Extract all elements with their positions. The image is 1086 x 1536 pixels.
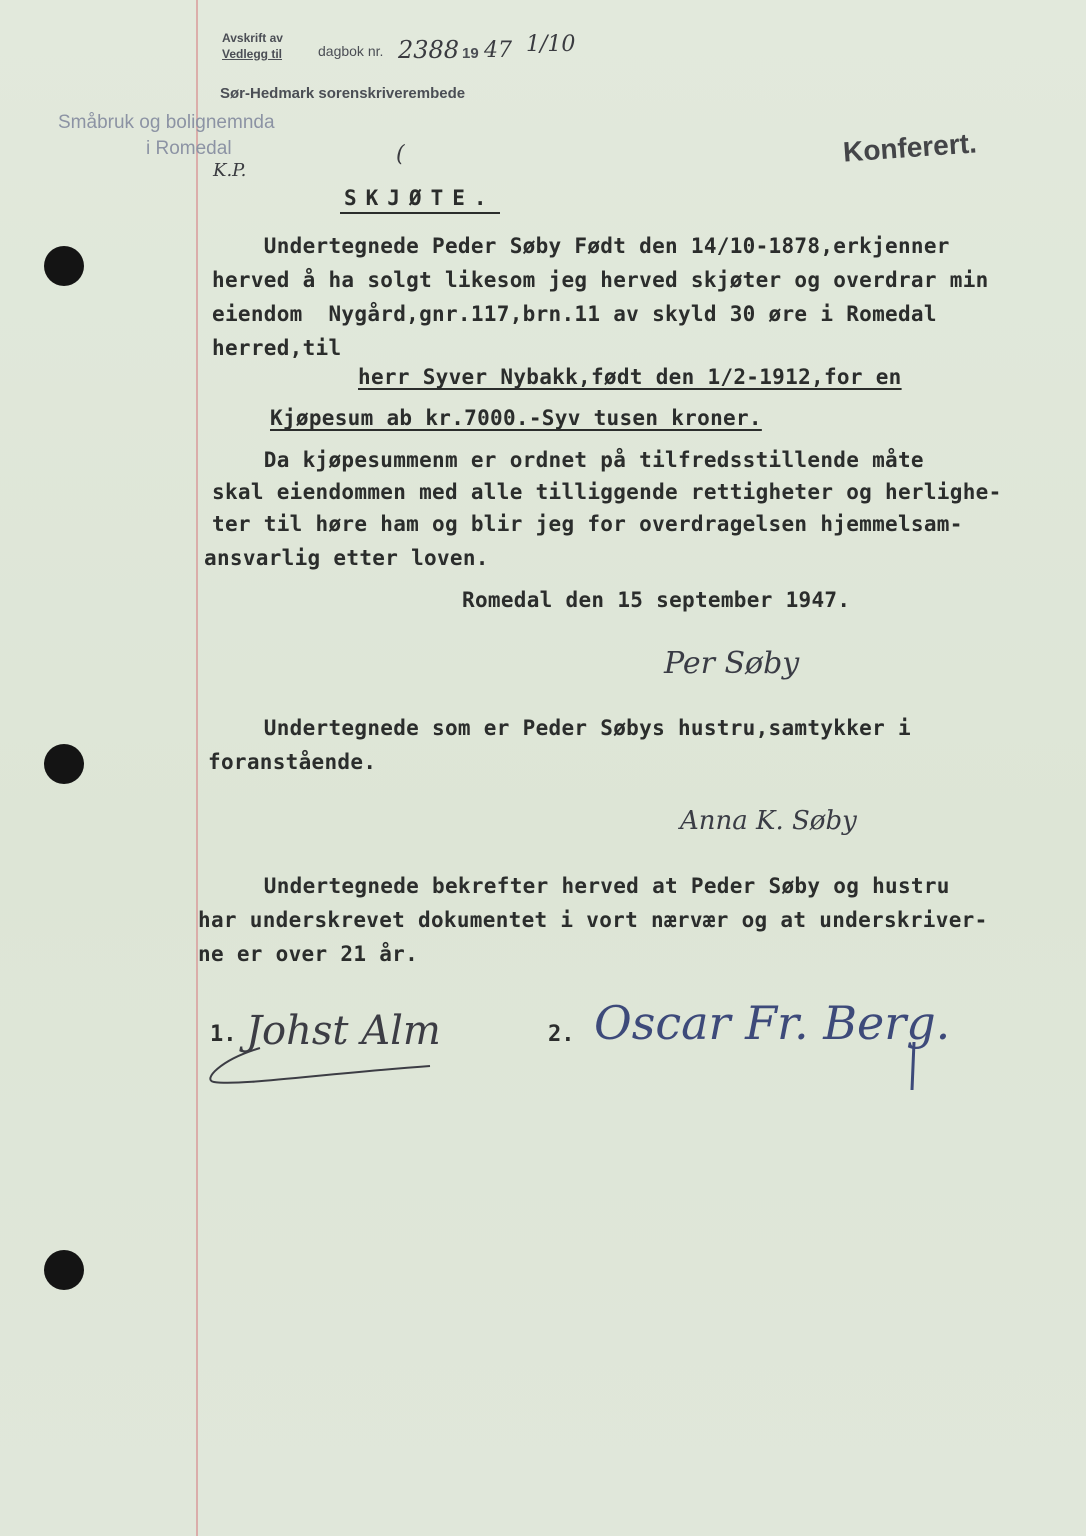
p1-line-2: herved å ha solgt likesom jeg herved skjøter og overdrar min: [212, 268, 989, 292]
witness-1-number: 1.: [210, 1022, 237, 1047]
punch-hole-middle: [44, 744, 84, 784]
p2-line-1: Da kjøpesummenm er ordnet på tilfredsstillende måte: [212, 448, 924, 472]
court-stamp: Sør-Hedmark sorenskriverembede: [220, 85, 466, 102]
stamp-year-prefix: 19: [462, 45, 479, 62]
witness-2-number: 2.: [548, 1022, 575, 1047]
punch-hole-bottom: [44, 1250, 84, 1290]
year-suffix: 47: [484, 38, 512, 63]
seller-signature: Per Søby: [664, 646, 800, 681]
p1-line-1: Undertegnede Peder Søby Født den 14/10-1878,erkjenner: [212, 234, 950, 258]
punch-hole-top: [44, 246, 84, 286]
stamp-avskrift: Avskrift av: [222, 31, 283, 45]
tick-mark: (: [396, 142, 405, 167]
p2-line-2: skal eiendommen med alle tilliggende rettigheter og herlighe-: [212, 480, 1002, 504]
board-stamp-line2: i Romedal: [146, 138, 232, 159]
wife-signature: Anna K. Søby: [680, 806, 857, 836]
margin-rule: [196, 0, 198, 1536]
place-date: Romedal den 15 september 1947.: [462, 588, 851, 612]
p4-line-2: har underskrevet dokumentet i vort nærvær og at underskriver-: [198, 908, 988, 932]
date-handwritten: 1/10: [526, 32, 576, 57]
p1-line-3: eiendom Nygård,gnr.117,brn.11 av skyld 30 øre i Romedal: [212, 302, 937, 326]
document-title: SKJØTE.: [340, 186, 500, 214]
p2-line-4: ansvarlig etter loven.: [204, 546, 489, 570]
witness-1-flourish: [200, 1040, 440, 1090]
price-line: Kjøpesum ab kr.7000.-Syv tusen kroner.: [270, 406, 762, 430]
initials-handwritten: K.P.: [213, 160, 247, 181]
konferert-stamp: Konferert.: [842, 127, 978, 168]
buyer-line: herr Syver Nybakk,født den 1/2-1912,for en: [358, 365, 902, 389]
p4-line-3: ne er over 21 år.: [198, 942, 419, 966]
p1-line-4: herred,til: [212, 336, 342, 360]
registration-stamp: [222, 32, 283, 60]
stamp-dagbok-label: dagbok nr.: [318, 43, 384, 59]
p4-line-1: Undertegnede bekrefter herved at Peder Søby og hustru: [212, 874, 950, 898]
witness-2-signature: Oscar Fr. Berg.: [594, 996, 951, 1050]
stamp-vedlegg: Vedlegg til: [222, 47, 283, 61]
board-stamp-line1: Småbruk og bolignemnda: [58, 112, 275, 133]
p3-line-2: foranstående.: [208, 750, 377, 774]
p2-line-3: ter til høre ham og blir jeg for overdragelsen hjemmelsam-: [212, 512, 963, 536]
witness-1-signature: Johst Alm: [246, 1008, 441, 1054]
witness-2-descender: [900, 1040, 930, 1100]
p3-line-1: Undertegnede som er Peder Søbys hustru,samtykker i: [212, 716, 911, 740]
dagbok-number: 2388: [398, 36, 460, 64]
